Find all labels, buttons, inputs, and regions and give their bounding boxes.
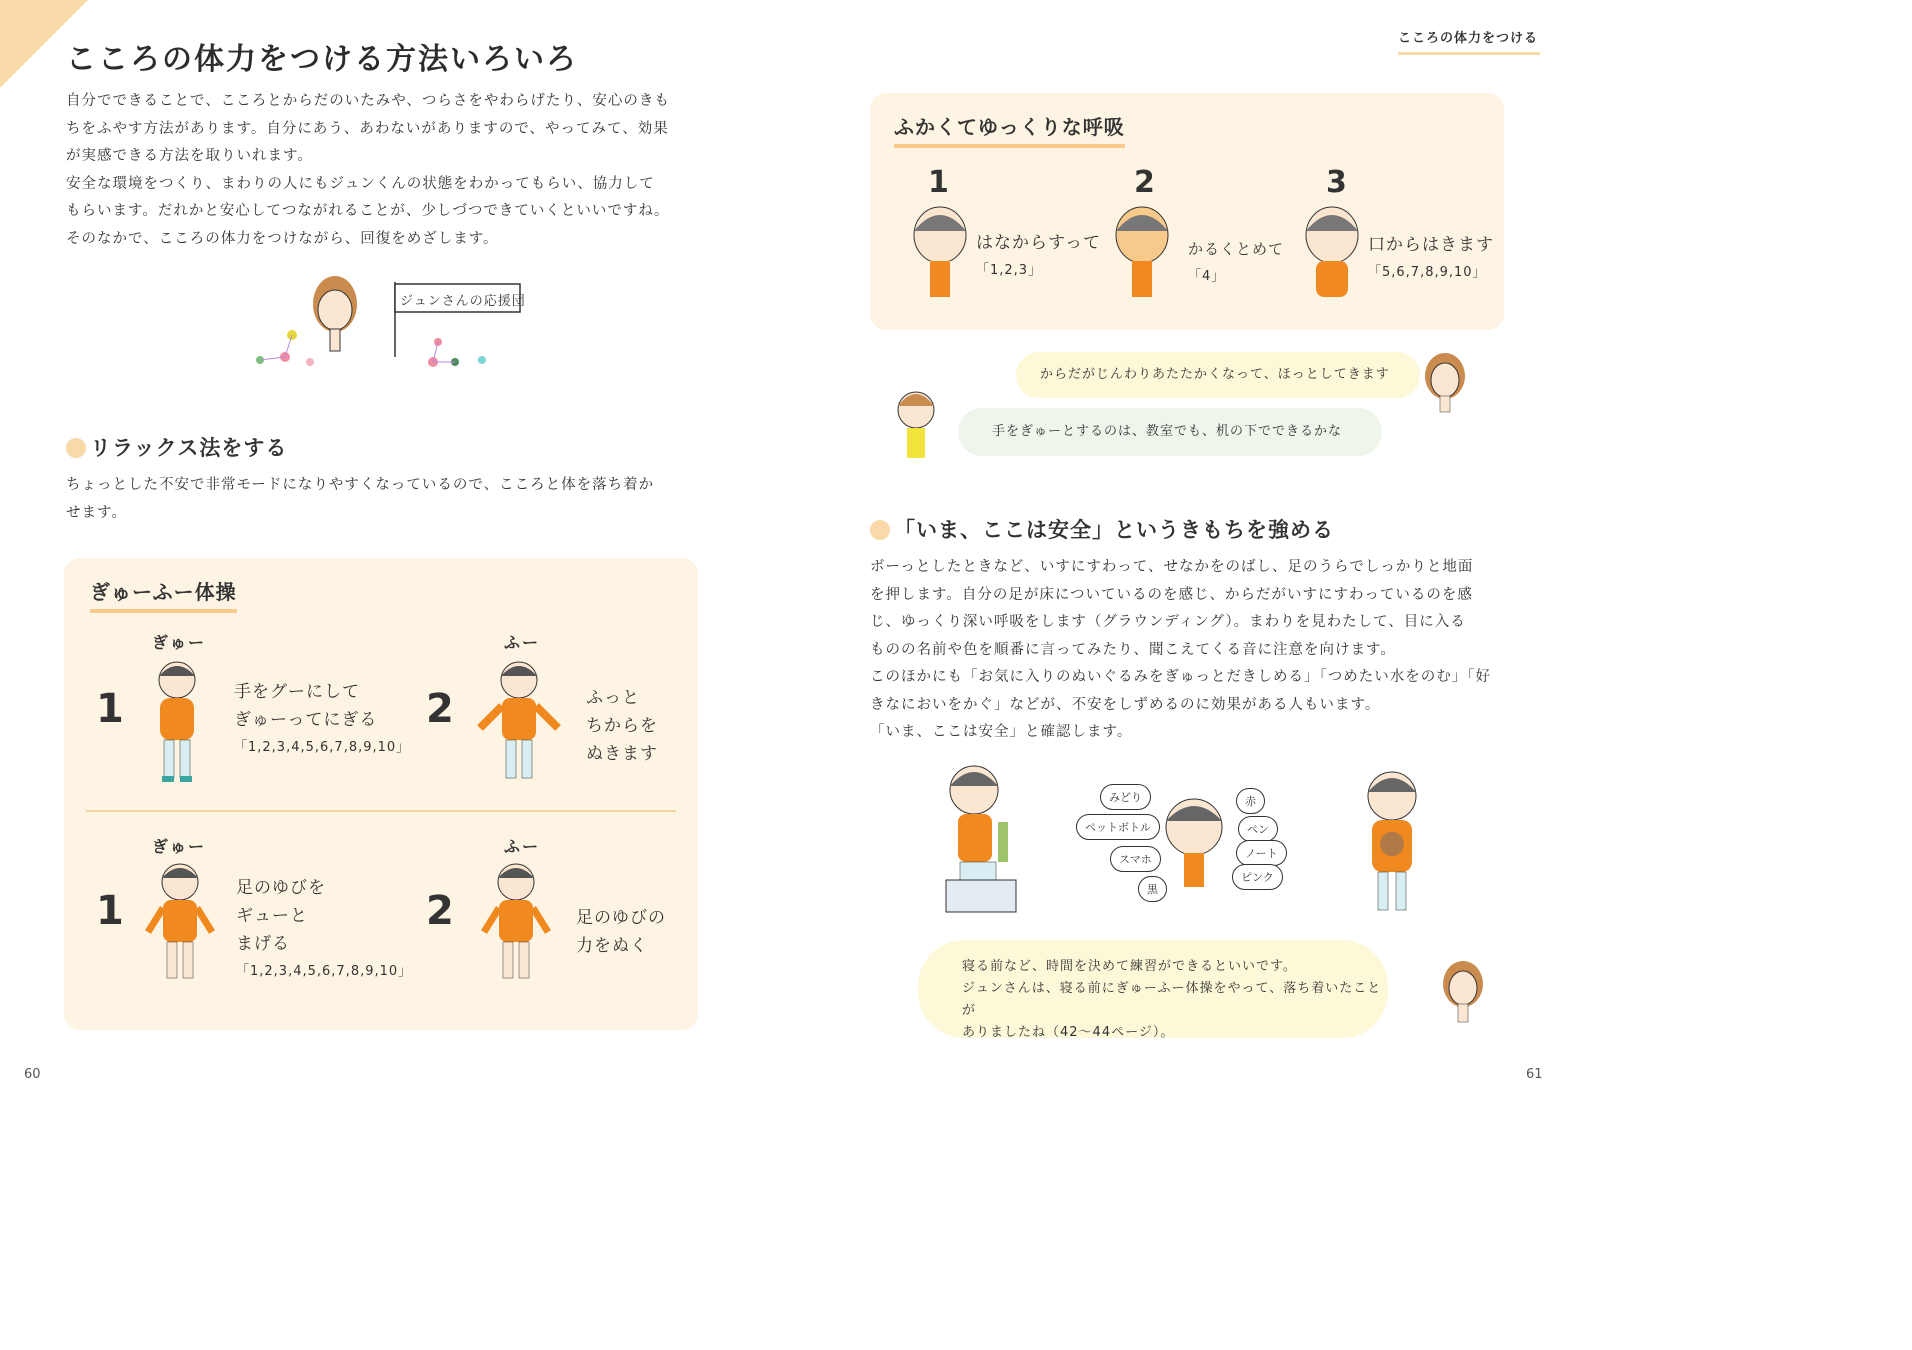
page-number-right: 61 <box>1526 1067 1543 1082</box>
breathing-title: ふかくてゆっくりな呼吸 <box>894 111 1125 148</box>
page-title: こころの体力をつける方法いろいろ <box>66 42 578 77</box>
squeeze-toes-figure-icon <box>140 860 220 985</box>
relax-heading-text: リラックス法をする <box>90 436 288 460</box>
instruction-line: ギューと <box>236 906 308 926</box>
safe-heading-text: 「いま、ここは安全」というきもちを強める <box>894 518 1334 542</box>
inhale-text <box>976 229 1101 285</box>
object-name-chip: ノート <box>1236 840 1287 866</box>
step-number: 2 <box>426 888 454 934</box>
bullet-dot-icon <box>66 438 86 458</box>
child-face-icon <box>892 380 942 462</box>
squeeze-hand-instructions <box>234 678 410 762</box>
step-number: 1 <box>96 686 124 732</box>
safe-line: きなにおいをかぐ」などが、不安をしずめるのに効果がある人もいます。 <box>870 696 1381 713</box>
exhale-text <box>1368 231 1494 287</box>
breath-step-number: 1 <box>928 165 949 200</box>
breath-step-number: 3 <box>1326 165 1347 200</box>
intro-paragraph <box>66 88 706 253</box>
squeeze-label: ぎゅー <box>152 633 207 652</box>
row-divider <box>86 810 676 812</box>
intro-line: もらいます。だれかと安心してつながれることが、少しづつできていくといいですね。 <box>66 203 670 219</box>
squeeze-hands-figure-icon <box>142 658 212 788</box>
safe-line: このほかにも「お気に入りのぬいぐるみをぎゅっとだきしめる」「つめたい水をのむ」「好 <box>870 669 1491 685</box>
breath-instruction: かるくとめて <box>1188 240 1285 258</box>
exercise-box <box>64 558 698 1030</box>
bullet-dot-icon <box>870 520 890 540</box>
inhale-face-icon <box>910 205 970 300</box>
release-toes-instructions <box>576 904 666 960</box>
instruction-line: ぬきます <box>586 744 658 764</box>
instruction-line: ふっと <box>586 688 640 708</box>
object-name-chip: 黒 <box>1138 876 1167 902</box>
object-name-chip: ペン <box>1238 816 1278 842</box>
safe-line: ものの名前や色を順番に言ってみたり、聞こえてくる音に注意を向けます。 <box>870 641 1396 658</box>
step-number: 1 <box>96 888 124 934</box>
support-team-illustration <box>250 272 530 382</box>
breathing-box <box>870 93 1504 330</box>
intro-line: そのなかで、こころの体力をつけながら、回復をめざします。 <box>66 230 499 247</box>
safe-line: ボーっとしたときなど、いすにすわって、せなかをのばし、足のうらでしっかりと地面 <box>870 559 1474 575</box>
relax-heading <box>66 432 287 462</box>
adult-face-icon <box>1438 960 1488 1024</box>
release-label: ふー <box>504 633 541 652</box>
intro-line: ちをふやす方法があります。自分にあう、あわないがありますので、やってみて、効果 <box>66 120 669 137</box>
instruction-line: ちからを <box>586 716 658 736</box>
object-name-chip: ピンク <box>1232 864 1283 890</box>
instruction-line: 足のゆびの <box>576 908 666 928</box>
breath-step-number: 2 <box>1134 165 1155 200</box>
object-name-chip: みどり <box>1100 784 1151 810</box>
breath-count: 「5,6,7,8,9,10」 <box>1368 265 1487 280</box>
section-header-tag: こころの体力をつける <box>1398 27 1540 55</box>
intro-line: 安全な環境をつくり、まわりの人にもジュンくんの状態をわかってもらい、協力して <box>66 175 655 192</box>
release-hand-instructions <box>586 684 658 768</box>
intro-line: 自分でできることで、こころとからだのいたみや、つらさをやわらげたり、安心のきも <box>66 93 670 109</box>
hold-breath-text <box>1188 235 1284 291</box>
instruction-line: 足のゆびを <box>236 878 326 898</box>
safe-line: じ、ゆっくり深い呼吸をします（グラウンディング）。まわりを見わたして、目に入る <box>870 614 1466 630</box>
speech-bubble-child: 手をぎゅーとするのは、教室でも、机の下でできるかな <box>958 408 1382 456</box>
bubble-line: ありましたね（42～44ページ）。 <box>962 1025 1175 1040</box>
safe-heading <box>870 514 1334 544</box>
speech-bubble-adult: からだがじんわりあたたかくなって、ほっとしてきます <box>1016 352 1420 398</box>
speech-bubble-practice <box>918 940 1388 1038</box>
bubble-line: 寝る前など、時間を決めて練習ができるといいです。 <box>962 959 1297 974</box>
looking-around-face-icon <box>1160 795 1230 890</box>
breath-instruction: 口からはきます <box>1368 235 1494 255</box>
relax-line: ちょっとした不安で非常モードになりやすくなっているので、こころと体を落ち着か <box>66 477 655 493</box>
instruction-line: ぎゅーってにぎる <box>234 710 378 730</box>
safe-line: を押します。自分の足が床についているのを感じ、からだがいすにすわっているのを感 <box>870 586 1473 603</box>
relax-paragraph <box>66 472 706 527</box>
step-number: 2 <box>426 686 454 732</box>
instruction-line: まげる <box>236 934 290 954</box>
instruction-line: 力をぬく <box>576 936 648 956</box>
relax-line: せます。 <box>66 504 127 521</box>
hold-breath-face-icon <box>1112 205 1172 300</box>
breath-count: 「1,2,3」 <box>976 263 1043 278</box>
exhale-face-icon <box>1302 205 1362 300</box>
release-label: ふー <box>504 837 541 856</box>
count-line: 「1,2,3,4,5,6,7,8,9,10」 <box>234 740 411 755</box>
squeeze-label: ぎゅー <box>152 837 207 856</box>
breath-instruction: はなからすって <box>976 233 1101 253</box>
exercise-title: ぎゅーふー体操 <box>90 576 237 613</box>
object-name-chip: 赤 <box>1236 788 1265 814</box>
release-hands-figure-icon <box>474 658 564 788</box>
sitting-grounding-figure-icon <box>940 762 1020 914</box>
page-number-left: 60 <box>24 1067 41 1082</box>
count-line: 「1,2,3,4,5,6,7,8,9,10」 <box>236 964 413 979</box>
safe-paragraph <box>870 554 1520 747</box>
object-name-chip: スマホ <box>1110 846 1161 872</box>
safe-line: 「いま、ここは安全」と確認します。 <box>870 724 1133 740</box>
support-team-flag-label: ジュンさんの応援団 <box>400 294 526 309</box>
squeeze-toes-instructions <box>236 874 412 986</box>
intro-line: が実感できる方法を取りいれます。 <box>66 148 313 164</box>
object-name-chip: ペットボトル <box>1076 814 1160 840</box>
bubble-line: ジュンさんは、寝る前にぎゅーふー体操をやって、落ち着いたことが <box>962 981 1382 1018</box>
instruction-line: 手をグーにして <box>234 682 360 702</box>
hugging-plush-figure-icon <box>1352 768 1432 916</box>
breath-count: 「4」 <box>1188 269 1226 284</box>
release-toes-figure-icon <box>476 860 556 985</box>
adult-face-icon <box>1420 352 1470 414</box>
support-team-icon <box>250 272 530 382</box>
